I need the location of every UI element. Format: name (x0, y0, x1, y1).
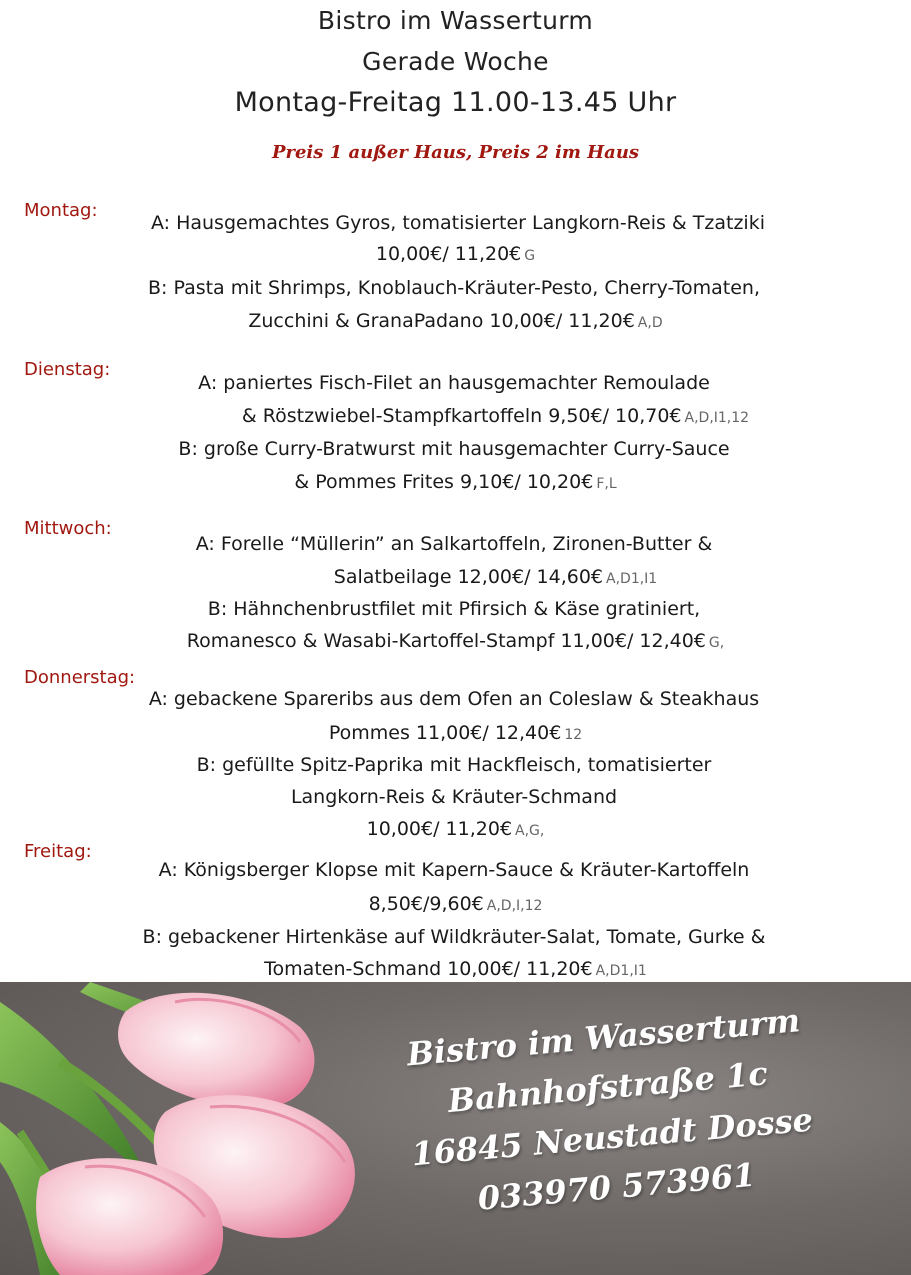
footer-city: 16845 Neustadt Dosse (409, 1100, 815, 1174)
footer-phone: 033970 573961 (476, 1155, 757, 1218)
footer-street: Bahnhofstraße 1c (446, 1054, 770, 1120)
day-label-friday: Freitag: (24, 841, 92, 862)
menu-line: A: paniertes Fisch-Filet an hausgemachter Remoulade (198, 372, 710, 394)
menu-line: A: Hausgemachtes Gyros, tomatisierter Langkorn-Reis & Tzatziki (150, 212, 765, 234)
menu-line: B: große Curry-Bratwurst mit hausgemachter Curry-Sauce (178, 438, 730, 460)
header-hours: Montag-Freitag 11.00-13.45 Uhr (234, 87, 677, 118)
menu-line: B: gebackener Hirtenkäse auf Wildkräuter-Salat, Tomate, Gurke & (142, 926, 766, 948)
menu-line: A: gebackene Spareribs aus dem Ofen an Coleslaw & Steakhaus (148, 688, 760, 710)
menu-line: Romanesco & Wasabi-Kartoffel-Stampf 11,00€/ 12,40€ G, (186, 630, 725, 652)
footer-banner (0, 982, 911, 1275)
menu-header (0, 0, 911, 123)
footer-address (392, 994, 828, 1230)
header-title: Bistro im Wasserturm (317, 6, 594, 35)
day-label-tuesday: Dienstag: (24, 359, 111, 380)
footer-name: Bistro im Wasserturm (405, 1001, 802, 1074)
menu-line: & Pommes Frites 9,10€/ 10,20€ F,L (294, 471, 617, 493)
menu-line: 10,00€/ 11,20€ A,G, (366, 818, 545, 840)
menu-line: Zucchini & GranaPadano 10,00€/ 11,20€ A,D (248, 310, 663, 332)
menu-line: B: Hähnchenbrustfilet mit Pfirsich & Käse gratiniert, (207, 598, 701, 620)
price-note: Preis 1 außer Haus, Preis 2 im Haus (271, 142, 640, 163)
day-label-thursday: Donnerstag: (24, 667, 136, 688)
day-label-monday: Montag: (24, 200, 98, 221)
menu-line: Langkorn-Reis & Kräuter-Schmand (290, 786, 618, 808)
menu-line: A: Forelle “Müllerin” an Salkartoffeln, Zironen-Butter & (195, 533, 713, 555)
menu-line: A: Königsberger Klopse mit Kapern-Sauce & Kräuter-Kartoffeln (158, 859, 750, 881)
menu-line: Salatbeilage 12,00€/ 14,60€ A,D1,I1 (333, 566, 658, 588)
day-label-wednesday: Mittwoch: (24, 518, 112, 539)
header-week: Gerade Woche (362, 47, 549, 76)
menu-line: Pommes 11,00€/ 12,40€ 12 (328, 722, 583, 744)
menu-line: 10,00€/ 11,20€ G (375, 243, 536, 265)
menu-line: Tomaten-Schmand 10,00€/ 11,20€ A,D1,I1 (264, 958, 647, 980)
menu-line: 8,50€/9,60€ A,D,I,12 (368, 893, 543, 915)
menu-line: B: gefüllte Spitz-Paprika mit Hackfleisch, tomatisierter (196, 754, 712, 776)
menu-line: & Röstzwiebel-Stampfkartoffeln 9,50€/ 10,70€ A,D,I1,12 (241, 405, 750, 427)
menu-line: B: Pasta mit Shrimps, Knoblauch-Kräuter-Pesto, Cherry-Tomaten, (147, 277, 761, 299)
